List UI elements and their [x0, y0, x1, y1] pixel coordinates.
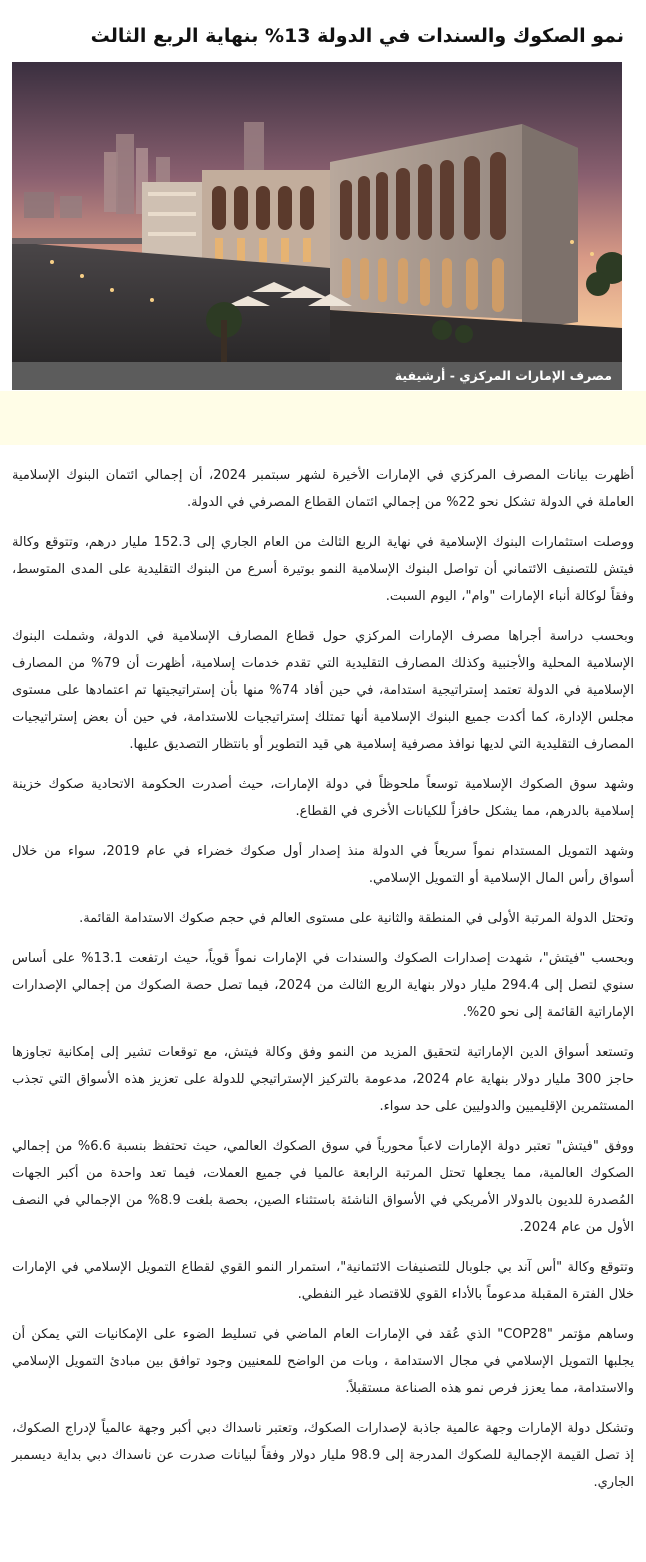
article-paragraph: وشهد سوق الصكوك الإسلامية توسعاً ملحوظاً في دولة الإمارات، حيث أصدرت الحكومة الاتحادية صكوك خزينة إسلامية بالدرهم، مما يشكل حافزاً للكيانات الأخرى في القطاع.	[12, 777, 634, 819]
image-caption: مصرف الإمارات المركزي - أرشيفية	[394, 368, 612, 383]
article-paragraph: وبحسب دراسة أجراها مصرف الإمارات المركزي حول قطاع المصارف الإسلامية في الدولة، وشملت البنوك الإسلامية المحلية والأجنبية وكذلك المصارف التقليدية التي تقدم خدمات إسلامية، أظهرت أن 79% من المصارف الإسلامية في الدولة تعتمد إستراتيجية استدامة، في حين أفاد 74% منها بأن إستراتيجيتها تم اعتمادها على مستوى مجلس الإدارة، كما أكدت جميع البنوك الإسلامية أنها تمتلك إستراتيجيات للاستدامة، في حين أن بعض إستراتيجيات المصارف التقليدية التي لديها نوافذ مصرفية إسلامية هي قيد التطوير أو بانتظار التصديق عليها.	[12, 629, 634, 752]
article-paragraph: وشهد التمويل المستدام نمواً سريعاً في الدولة منذ إصدار أول صكوك خضراء في عام 2019، سواء من خلال أسواق رأس المال الإسلامية أو التمويل الإسلامي.	[12, 844, 634, 886]
article-paragraph: وتشكل دولة الإمارات وجهة عالمية جاذبة لإصدارات الصكوك، وتعتبر ناسداك دبي أكبر وجهة عالمياً لإدراج الصكوك، إذ تصل القيمة الإجمالية للصكوك المدرجة إلى 98.9 مليار دولار وفقاً لبيانات صدرت عن ناسداك دبي بداية ديسمبر الجاري.	[12, 1421, 634, 1490]
article-paragraph: وساهم مؤتمر "COP28" الذي عُقد في الإمارات العام الماضي في تسليط الضوء على الإمكانيات التي يمكن أن يجلبها التمويل الإسلامي في مجال الاستدامة ، وبات من الواضح للمعنيين وجود توافق بين مبادئ التمويل الإسلامي والاستدامة، مما يعزز فرص نمو هذه الصناعة مستقبلاً.	[12, 1327, 635, 1396]
article-body	[12, 462, 634, 1509]
central-bank-building-photo	[12, 62, 622, 390]
article-paragraph: ووفق "فيتش" تعتبر دولة الإمارات لاعباً محورياً في سوق الصكوك العالمي، حيث تحتفظ بنسبة 6.6% من إجمالي الصكوك العالمية، مما يجعلها تحتل المرتبة الرابعة عالميا في جميع العملات، فيما تعد واحدة من أكبر الجهات المُصدرة للديون بالدولار الأمريكي في الأسواق الناشئة باستثناء الصين، بحصة بلغت 8.9% من الإجمالي في النصف الأول من عام 2024.	[12, 1139, 634, 1235]
image-caption-bar	[12, 362, 622, 390]
article-paragraph: وتتوقع وكالة "أس آند بي جلوبال للتصنيفات الائتمانية"، استمرار النمو القوي لقطاع التمويل الإسلامي في الإمارات خلال الفترة المقبلة مدعوماً بالأداء القوي للاقتصاد غير النفطي.	[12, 1260, 634, 1302]
article-paragraph: وتستعد أسواق الدين الإماراتية لتحقيق المزيد من النمو وفق وكالة فيتش، مع توقعات تشير إلى إمكانية تجاوزها حاجز 300 مليار دولار بنهاية عام 2024، مدعومة بالتركيز الإستراتيجي للدولة على تعزيز هذه الأسواق التي تجذب المستثمرين الإقليميين والدوليين على حد سواء.	[12, 1045, 634, 1114]
article-image	[12, 62, 622, 390]
article-paragraph: وبحسب "فيتش"، شهدت إصدارات الصكوك والسندات في الإمارات نمواً قوياً، حيث ارتفعت 13.1% على أساس سنوي لتصل إلى 294.4 مليار دولار بنهاية الربع الثالث من 2024، فيما تصل حصة الصكوك من إجمالي الإصدارات الإماراتية القائمة إلى نحو 20%.	[12, 951, 634, 1020]
article-headline: نمو الصكوك والسندات في الدولة 13% بنهاية الربع الثالث	[90, 25, 624, 47]
article-paragraph: وتحتل الدولة المرتبة الأولى في المنطقة والثانية على مستوى العالم في حجم صكوك الاستدامة القائمة.	[79, 911, 634, 926]
ad-placeholder	[0, 391, 646, 445]
article-paragraph: ووصلت استثمارات البنوك الإسلامية في نهاية الربع الثالث من العام الجاري إلى 152.3 مليار درهم، وتتوقع وكالة فيتش للتصنيف الائتماني أن تواصل البنوك الإسلامية النمو بوتيرة أسرع من البنوك التقليدية على المدى المتوسط، وفقاً لوكالة أنباء الإمارات "وام"، اليوم السبت.	[12, 535, 634, 604]
article-paragraph: أظهرت بيانات المصرف المركزي في الإمارات الأخيرة لشهر سبتمبر 2024، أن إجمالي ائتمان البنوك الإسلامية العاملة في الدولة تشكل نحو 22% من إجمالي ائتمان القطاع المصرفي في الدولة.	[12, 468, 634, 510]
